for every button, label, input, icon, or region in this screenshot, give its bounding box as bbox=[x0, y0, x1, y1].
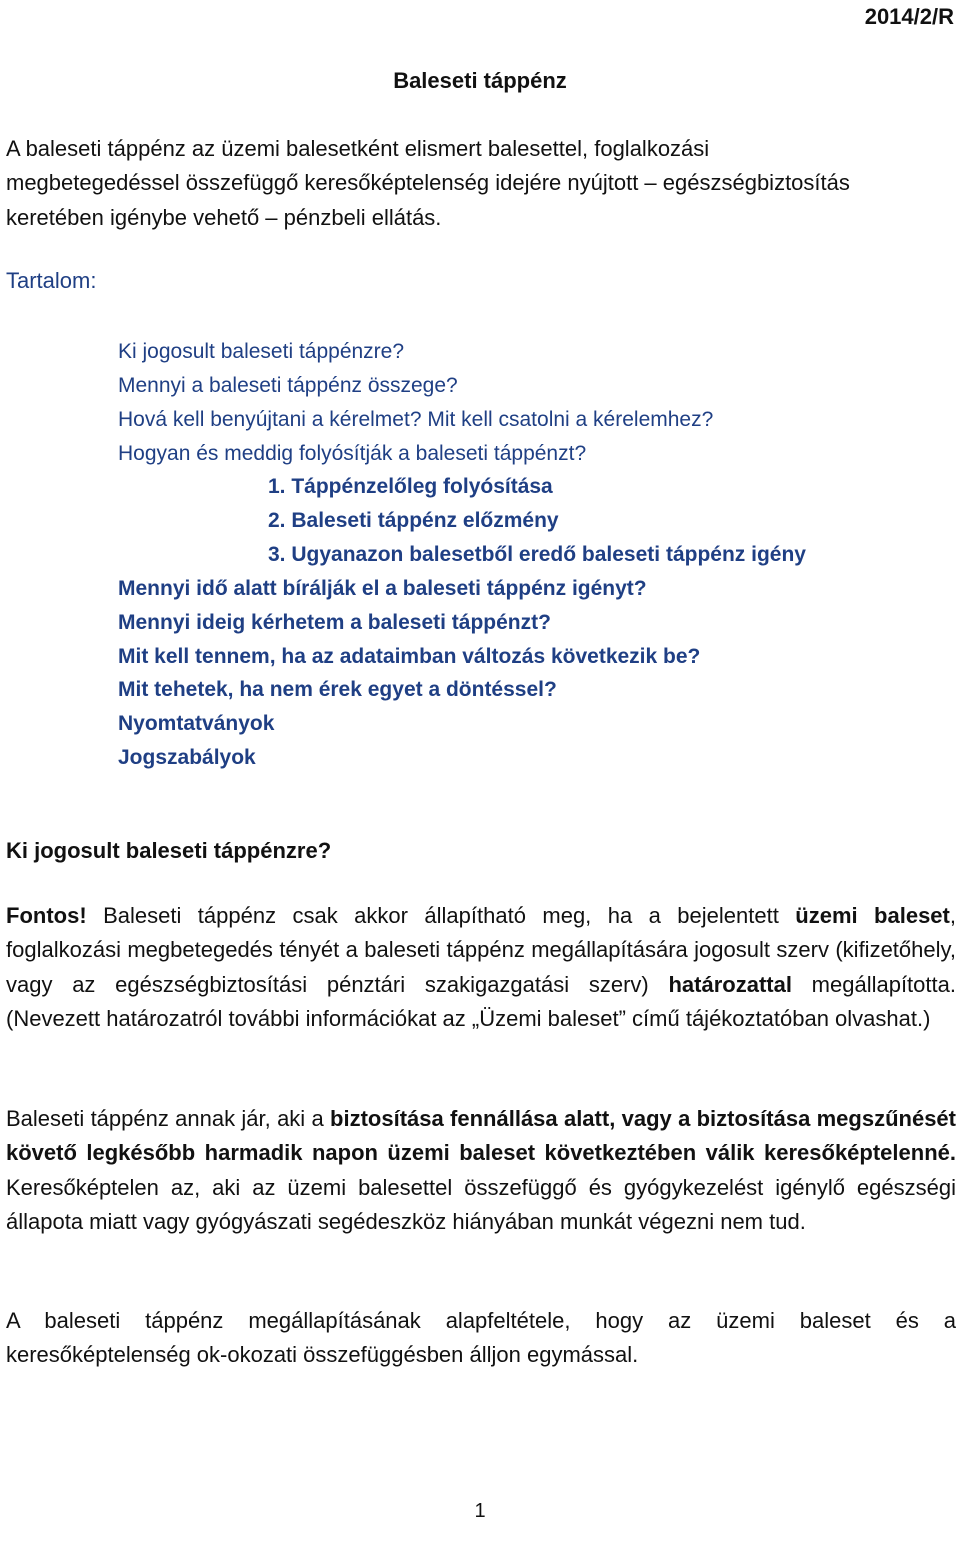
section-heading: Ki jogosult baleseti táppénzre? bbox=[6, 838, 332, 863]
toc-link[interactable]: Mit kell tennem, ha az adataimban változás következik be? bbox=[118, 644, 701, 668]
page-number: 1 bbox=[474, 1500, 486, 1522]
paragraph-text: Baleseti táppénz csak akkor állapítható meg, ha a bejelentett bbox=[86, 903, 796, 928]
toc-sublink[interactable]: 1. Táppénzelőleg folyósítása bbox=[268, 475, 553, 499]
toc-heading: Tartalom: bbox=[6, 268, 97, 293]
intro-line: megbetegedéssel összefüggő keresőképtelenség idejére nyújtott – egészségbiztosítás bbox=[6, 170, 850, 196]
toc-link[interactable]: Jogszabályok bbox=[118, 746, 256, 770]
fontos-paragraph bbox=[6, 899, 956, 1036]
toc-link[interactable]: Hová kell benyújtani a kérelmet? Mit kell csatolni a kérelemhez? bbox=[118, 407, 714, 431]
toc-link[interactable]: Hogyan és meddig folyósítják a baleseti táppénzt? bbox=[118, 441, 587, 465]
paragraph-emphasis: üzemi baleset bbox=[795, 903, 950, 928]
toc-sublink[interactable]: 2. Baleseti táppénz előzmény bbox=[268, 509, 559, 533]
paragraph-emphasis: határozattal bbox=[668, 971, 792, 997]
toc-link[interactable]: Mennyi ideig kérhetem a baleseti táppénzt? bbox=[118, 610, 551, 634]
intro-line: A baleseti táppénz az üzemi balesetként elismert balesettel, foglalkozási bbox=[6, 136, 710, 161]
toc-link[interactable]: Mennyi idő alatt bírálják el a baleseti táppénz igényt? bbox=[118, 576, 647, 600]
eligibility-paragraph bbox=[6, 1102, 956, 1239]
paragraph-text: , foglalkozási megbetegedés tényét a baleseti táppénz megállapítására jogosult szerv (kifizetőhely, vagy az egészségbiztosítási pénztári szakigazgatási szerv) bbox=[6, 903, 956, 997]
toc-sublink[interactable]: 3. Ugyanazon balesetből eredő baleseti táppénz igény bbox=[268, 543, 806, 567]
toc-link[interactable]: Mit tehetek, ha nem érek egyet a döntéssel? bbox=[118, 678, 557, 702]
paragraph-text: Keresőképtelen az, aki az üzemi balesettel összefüggő és gyógykezelést igénylő egészségi állapota miatt vagy gyógyászati segédeszköz hiányában munkát végezni nem tud. bbox=[6, 1174, 956, 1234]
paragraph-text: megállapította. (Nevezett határozatról további információkat az „Üzemi baleset” című tájékoztatóban olvashat.) bbox=[6, 971, 956, 1031]
paragraph-text: Baleseti táppénz annak jár, aki a bbox=[6, 1106, 331, 1131]
page-title: Baleseti táppénz bbox=[393, 68, 567, 93]
toc-link[interactable]: Ki jogosult baleseti táppénzre? bbox=[118, 340, 405, 363]
document-code: 2014/2/R bbox=[864, 4, 954, 29]
fontos-label: Fontos! bbox=[6, 903, 87, 928]
intro-line: keretében igénybe vehető – pénzbeli ellátás. bbox=[6, 204, 442, 230]
table-of-contents bbox=[118, 335, 806, 775]
condition-paragraph: A baleseti táppénz megállapításának alapfeltétele, hogy az üzemi baleset és a keresőképtelenség ok-okozati összefüggésben álljon egymással. bbox=[6, 1308, 956, 1368]
intro-paragraph bbox=[6, 132, 956, 235]
paragraph-emphasis: biztosítása fennállása alatt, vagy a biztosítása megszűnését követő legkésőbb harmadik napon üzemi baleset következtében válik keresőképtelenné. bbox=[6, 1106, 956, 1166]
toc-link[interactable]: Mennyi a baleseti táppénz összege? bbox=[118, 373, 458, 397]
toc-link[interactable]: Nyomtatványok bbox=[118, 712, 275, 736]
